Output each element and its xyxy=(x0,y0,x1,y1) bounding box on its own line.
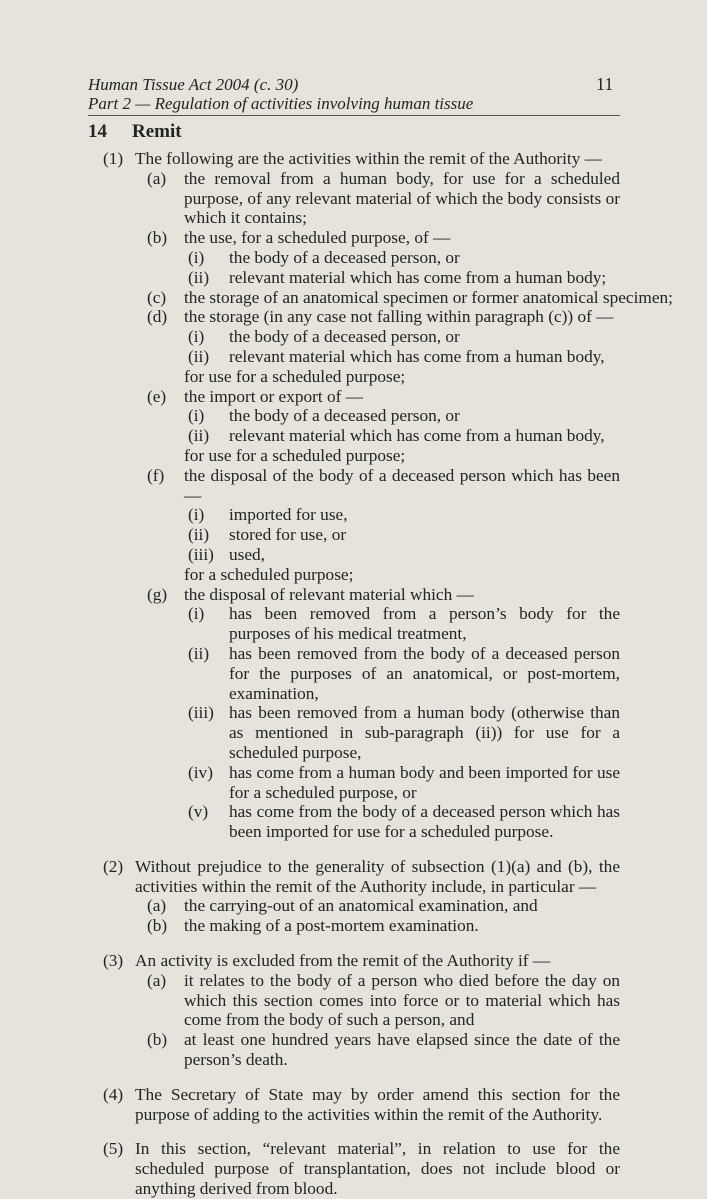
subsection-1 xyxy=(0,149,707,169)
subsection-number: (4) xyxy=(103,1084,124,1104)
continuation-text: for use for a scheduled purpose; xyxy=(184,445,406,465)
sub-paragraph xyxy=(0,525,707,545)
paragraph-b xyxy=(0,228,707,248)
sub-paragraph-number: (iii) xyxy=(188,544,214,564)
paragraph-b xyxy=(0,1030,707,1070)
sub-paragraph-number: (iv) xyxy=(188,762,213,782)
paragraph-number: (a) xyxy=(147,168,167,188)
paragraph-number: (c) xyxy=(147,287,167,307)
sub-paragraph xyxy=(0,802,707,842)
sub-paragraph-text: has been removed from a human body (otherwise than as mentioned in sub-paragraph (ii)) for use for a scheduled purpose, xyxy=(229,703,620,762)
paragraph-number: (b) xyxy=(147,1030,168,1050)
paragraph-text: the use, for a scheduled purpose, of — xyxy=(184,228,451,248)
sub-paragraph-number: (i) xyxy=(188,505,205,525)
subsection-number: (3) xyxy=(103,951,124,971)
sub-paragraph-number: (i) xyxy=(188,604,205,624)
section-number: 14 xyxy=(88,121,107,142)
sub-paragraph-number: (i) xyxy=(188,327,205,347)
subsection-text: Without prejudice to the generality of subsection (1)(a) and (b), the activities within the remit of the Authority include, in particular — xyxy=(135,856,620,896)
sub-paragraph-number: (ii) xyxy=(188,426,210,446)
header-rule xyxy=(88,115,620,116)
page-number: 11 xyxy=(596,74,614,94)
paragraph-number: (a) xyxy=(147,970,167,990)
paragraph-number: (a) xyxy=(147,896,167,916)
paragraph-continuation xyxy=(0,446,707,466)
sub-paragraph xyxy=(0,268,707,288)
paragraph-text: the disposal of relevant material which — xyxy=(184,584,474,604)
paragraph-e xyxy=(0,387,707,407)
paragraph-a xyxy=(0,896,707,916)
sub-paragraph-text: has come from the body of a deceased person which has been imported for use for a scheduled purpose. xyxy=(229,802,620,842)
continuation-text: for use for a scheduled purpose; xyxy=(184,366,406,386)
paragraph-c xyxy=(0,288,707,308)
paragraph-a xyxy=(0,169,707,228)
paragraph-text: at least one hundred years have elapsed since the date of the person’s death. xyxy=(184,1030,620,1070)
paragraph-text: the import or export of — xyxy=(184,386,364,406)
subsection-text: The Secretary of State may by order amend this section for the purpose of adding to the activities within the remit of the Authority. xyxy=(135,1084,620,1124)
sub-paragraph-text: has been removed from a person’s body for the purposes of his medical treatment, xyxy=(229,604,620,644)
subsection-4 xyxy=(0,1085,707,1125)
paragraph-text: it relates to the body of a person who died before the day on which this section comes into force or to material which has come from the body of such a person, and xyxy=(184,970,620,1030)
sub-paragraph-text: stored for use, or xyxy=(229,525,347,545)
section-title: Remit xyxy=(132,121,182,142)
sub-paragraph-text: the body of a deceased person, or xyxy=(229,247,460,267)
paragraph-text: the storage (in any case not falling within paragraph (c)) of — xyxy=(184,307,614,327)
subsection-5 xyxy=(0,1139,707,1198)
paragraph-number: (b) xyxy=(147,228,168,248)
sub-paragraph-number: (i) xyxy=(188,247,205,267)
paragraph-continuation xyxy=(0,367,707,387)
sub-paragraph xyxy=(0,545,707,565)
paragraph-number: (b) xyxy=(147,916,168,936)
sub-paragraph-number: (ii) xyxy=(188,643,210,663)
subsection-3 xyxy=(0,951,707,971)
sub-paragraph xyxy=(0,327,707,347)
sub-paragraph xyxy=(0,426,707,446)
sub-paragraph-number: (ii) xyxy=(188,346,210,366)
sub-paragraph-text: relevant material which has come from a human body, xyxy=(229,426,605,446)
subsection-2 xyxy=(0,857,707,897)
paragraph-text: the storage of an anatomical specimen or former anatomical specimen; xyxy=(184,287,673,307)
running-header-part-title: Part 2 — Regulation of activities involving human tissue xyxy=(88,94,474,113)
continuation-text: for a scheduled purpose; xyxy=(184,564,354,584)
paragraph-text: the removal from a human body, for use for a scheduled purpose, of any relevant material of which the body consists or which it contains; xyxy=(184,168,620,228)
paragraph-continuation xyxy=(0,565,707,585)
sub-paragraph xyxy=(0,703,707,762)
paragraph-d xyxy=(0,307,707,327)
sub-paragraph xyxy=(0,248,707,268)
sub-paragraph-number: (ii) xyxy=(188,267,210,287)
sub-paragraph-number: (ii) xyxy=(188,525,210,545)
paragraph-b xyxy=(0,916,707,936)
sub-paragraph-number: (v) xyxy=(188,802,209,822)
subsection-number: (1) xyxy=(103,149,124,168)
subsection-text: The following are the activities within the remit of the Authority — xyxy=(135,149,602,168)
sub-paragraph-number: (iii) xyxy=(188,703,214,723)
subsection-number: (2) xyxy=(103,856,124,876)
paragraph-f xyxy=(0,466,707,506)
sub-paragraph xyxy=(0,644,707,703)
sub-paragraph-text: has come from a human body and been imported for use for a scheduled purpose, or xyxy=(229,762,620,802)
sub-paragraph-text: relevant material which has come from a human body; xyxy=(229,267,607,287)
subsection-number: (5) xyxy=(103,1139,124,1159)
running-header-act-title: Human Tissue Act 2004 (c. 30) xyxy=(88,75,299,94)
sub-paragraph xyxy=(0,763,707,803)
sub-paragraph xyxy=(0,505,707,525)
subsection-text: In this section, “relevant material”, in relation to use for the scheduled purpose of transplantation, does not include blood or anything derived from blood. xyxy=(135,1139,620,1199)
paragraph-number: (f) xyxy=(147,465,165,485)
sub-paragraph-text: imported for use, xyxy=(229,505,348,525)
sub-paragraph xyxy=(0,347,707,367)
sub-paragraph-text: the body of a deceased person, or xyxy=(229,406,460,426)
paragraph-text: the carrying-out of an anatomical examination, and xyxy=(184,896,538,916)
paragraph-text: the disposal of the body of a deceased person which has been — xyxy=(184,465,620,505)
paragraph-text: the making of a post-mortem examination. xyxy=(184,916,479,936)
sub-paragraph-text: has been removed from the body of a deceased person for the purposes of an anatomical, or post-mortem, examination, xyxy=(229,643,620,703)
sub-paragraph-text: the body of a deceased person, or xyxy=(229,327,460,347)
sub-paragraph-text: relevant material which has come from a human body, xyxy=(229,346,605,366)
paragraph-number: (e) xyxy=(147,386,167,406)
subsection-text: An activity is excluded from the remit of the Authority if — xyxy=(135,951,551,971)
sub-paragraph-text: used, xyxy=(229,544,265,564)
sub-paragraph xyxy=(0,406,707,426)
paragraph-number: (g) xyxy=(147,584,168,604)
paragraph-a xyxy=(0,971,707,1030)
paragraph-number: (d) xyxy=(147,307,168,327)
paragraph-g xyxy=(0,585,707,605)
section-body xyxy=(0,149,707,1199)
sub-paragraph xyxy=(0,604,707,644)
sub-paragraph-number: (i) xyxy=(188,406,205,426)
